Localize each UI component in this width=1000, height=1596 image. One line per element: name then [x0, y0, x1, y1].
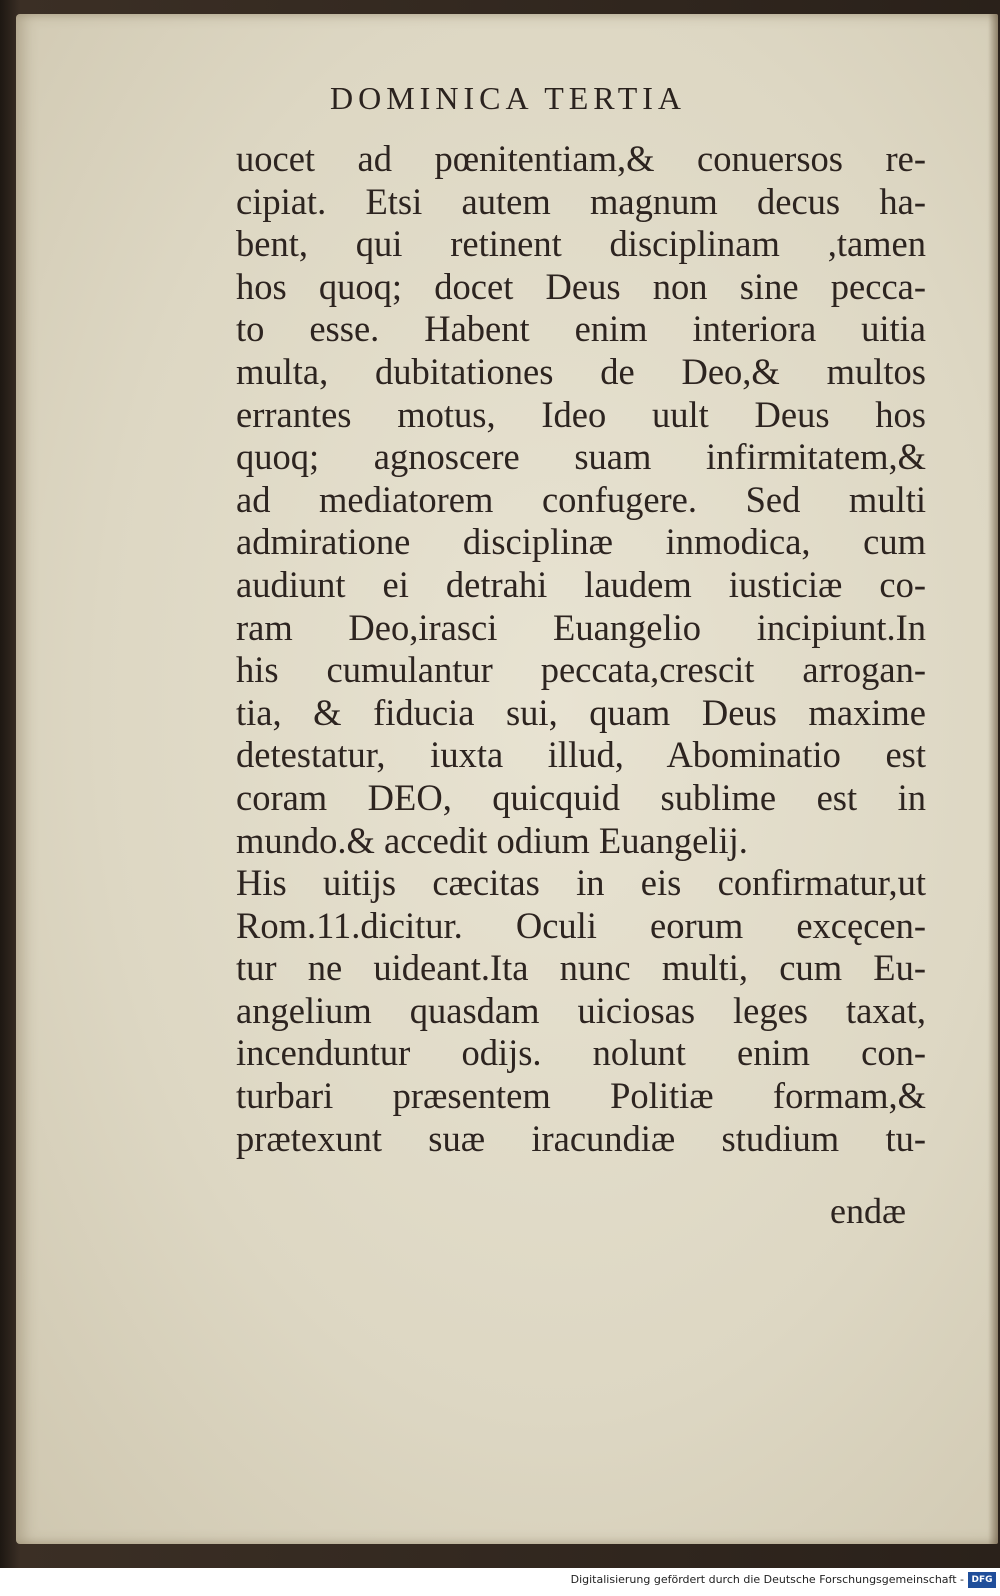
- text-line: hos quoq; docet Deus non sine pecca-: [236, 265, 926, 307]
- text-line: bent, qui retinent disciplinam ,tamen: [236, 223, 926, 265]
- text-line: admiratione disciplinæ inmodica, cum: [236, 521, 926, 563]
- text-line: errantes motus, Ideo uult Deus hos: [236, 393, 926, 435]
- text-line: tia, & fiducia sui, quam Deus maxime: [236, 691, 926, 733]
- text-line: multa, dubitationes de Deo,& multos: [236, 350, 926, 392]
- text-line: prætexunt suæ iracundiæ studium tu-: [236, 1117, 926, 1159]
- footer-bar: [0, 1568, 1000, 1596]
- text-line: to esse. Habent enim interiora uitia: [236, 308, 926, 350]
- text-line: incenduntur odijs. nolunt enim con-: [236, 1032, 926, 1074]
- text-line: ram Deo,irasci Euangelio incipiunt.In: [236, 606, 926, 648]
- text-line: audiunt ei detrahi laudem iusticiæ co-: [236, 563, 926, 605]
- text-line: mundo.& accedit odium Euangelij.: [236, 819, 748, 861]
- text-line: His uitijs cæcitas in eis confirmatur,ut: [236, 862, 926, 904]
- catchword: endæ: [830, 1191, 906, 1231]
- text-line: turbari præsentem Politiæ formam,&: [236, 1075, 926, 1117]
- text-line: ad mediatorem confugere. Sed multi: [236, 478, 926, 520]
- text-line: coram DEO, quicquid sublime est in: [236, 776, 926, 818]
- funding-notice: Digitalisierung gefördert durch die Deutsche Forschungsgemeinschaft -: [570, 1573, 964, 1586]
- text-line: his cumulantur peccata,crescit arrogan-: [236, 649, 926, 691]
- text-line: quoq; agnoscere suam infirmitatem,&: [236, 436, 926, 478]
- text-block: [236, 138, 926, 1160]
- text-line: uocet ad pœnitentiam,& conuersos re-: [236, 138, 926, 179]
- running-head: DOMINICA TERTIA: [330, 80, 687, 116]
- dfg-logo: DFG: [968, 1572, 996, 1588]
- text-line: tur ne uideant.Ita nunc multi, cum Eu-: [236, 947, 926, 989]
- text-line: angelium quasdam uiciosas leges taxat,: [236, 989, 926, 1031]
- text-line: cipiat. Etsi autem magnum decus ha-: [236, 180, 926, 222]
- text-line: Rom.11.dicitur. Oculi eorum excęcen-: [236, 904, 926, 946]
- page-edge-shadow: [988, 14, 998, 1544]
- text-line: detestatur, iuxta illud, Abominatio est: [236, 734, 926, 776]
